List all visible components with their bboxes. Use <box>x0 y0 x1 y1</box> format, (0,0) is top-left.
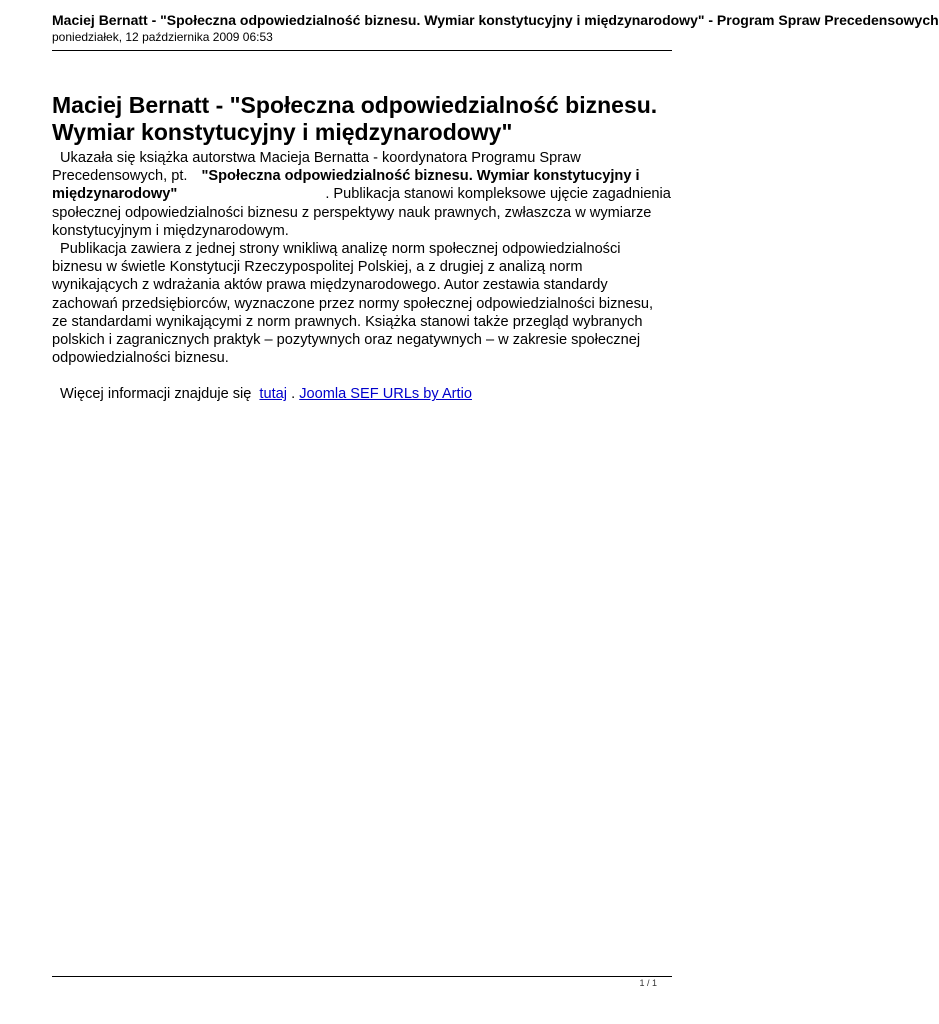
running-header-date: poniedziałek, 12 października 2009 06:53 <box>52 30 273 44</box>
more-info-dot: . <box>291 386 296 403</box>
paragraph-1-text-a: Ukazała się książka autorstwa Macieja Bernatta - koordynatora Programu Spraw Precedensowych, pt. <box>52 150 581 185</box>
article-body <box>52 92 672 404</box>
page-number: 1 / 1 <box>639 978 657 988</box>
article-title <box>52 92 672 146</box>
header-divider <box>52 50 672 51</box>
article-title-line-1: Maciej Bernatt - "Społeczna odpowiedzialność biznesu. <box>52 92 658 118</box>
paragraph-1 <box>52 149 672 240</box>
sef-urls-link[interactable]: Joomla SEF URLs by Artio <box>299 386 472 403</box>
footer-divider <box>52 976 672 977</box>
more-info-line <box>52 385 672 403</box>
more-info-link[interactable]: tutaj <box>259 386 288 403</box>
more-info-text: Więcej informacji znajduje się <box>60 386 252 403</box>
article-title-line-2: Wymiar konstytucyjny i międzynarodowy" <box>52 119 513 145</box>
book-title-bold: "Społeczna odpowiedzialność biznesu. Wymiar konstytucyjny i międzynarodowy" <box>52 168 640 203</box>
running-header <box>52 12 939 45</box>
paragraph-2-text: Publikacja zawiera z jednej strony wnikliwą analizę norm społecznej odpowiedzialności biznesu w świetle Konstytucji Rzeczypospolitej Polskiej, a z drugiej z analizą norm wynikających z wdrażania aktów prawa międzynarodowego. Autor zestawia standardy zachowań przedsiębiorców, wyznaczone przez normy społecznej odpowiedzialności biznesu, ze standardami wynikającymi z norm prawnych. Książka stanowi także przegląd wybranych polskich i zagranicznych praktyk – pozytywnych oraz negatywnych – w zakresie społecznej odpowiedzialności biznesu. <box>52 241 654 367</box>
paragraph-2 <box>52 240 672 367</box>
paragraph-1-text-b: . Publikacja stanowi kompleksowe ujęcie zagadnienia społecznej odpowiedzialności biznesu z perspektywy nauk prawnych, zwłaszcza w wymiarze konstytucyjnym i międzynarodowym. <box>52 186 671 239</box>
running-header-title: Maciej Bernatt - "Społeczna odpowiedzialność biznesu. Wymiar konstytucyjny i międzynarodowy" - Program Spraw Precedensowych <box>52 12 939 28</box>
